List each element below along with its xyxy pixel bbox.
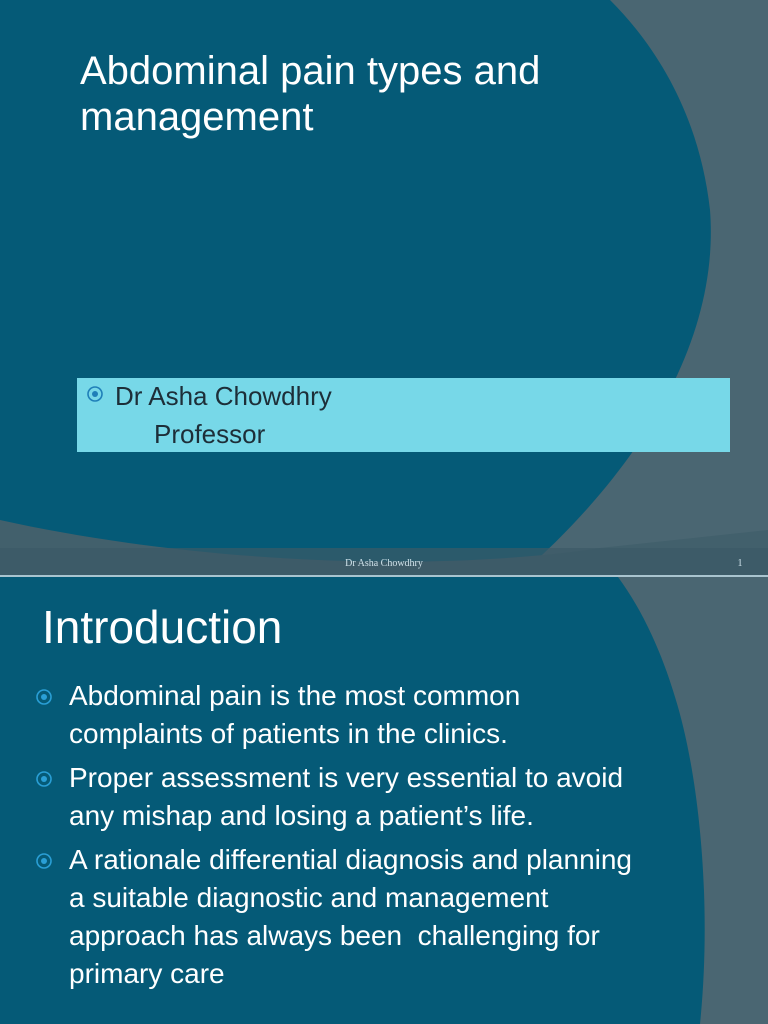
slide-footer: Dr Asha Chowdhry <box>345 558 423 569</box>
circled-dot-bullet-icon <box>87 386 103 402</box>
bullet-text: A rationale differential diagnosis and planning a suitable diagnostic and management approach has always been challenging for primary care <box>69 844 664 989</box>
presenter-role: Professor <box>154 419 266 449</box>
slide-title: Abdominal pain types and management <box>80 49 541 139</box>
presenter-name: Dr Asha Chowdhry <box>115 381 332 411</box>
list-item <box>36 677 636 753</box>
bullet-text: Proper assessment is very essential to avoid any mishap and losing a patient’s life. <box>69 762 624 831</box>
circled-dot-bullet-icon <box>36 771 52 787</box>
subtitle-box <box>77 378 730 452</box>
introduction-slide <box>0 577 768 1024</box>
circled-dot-bullet-icon <box>36 853 52 869</box>
bullet-text: Abdominal pain is the most common complaints of patients in the clinics. <box>69 680 521 749</box>
list-item <box>36 759 636 835</box>
circled-dot-bullet-icon <box>36 689 52 705</box>
slide-title: Introduction <box>42 601 283 653</box>
slide-number: 1 <box>737 558 743 569</box>
bullet-list <box>36 677 664 999</box>
list-item <box>36 841 664 993</box>
